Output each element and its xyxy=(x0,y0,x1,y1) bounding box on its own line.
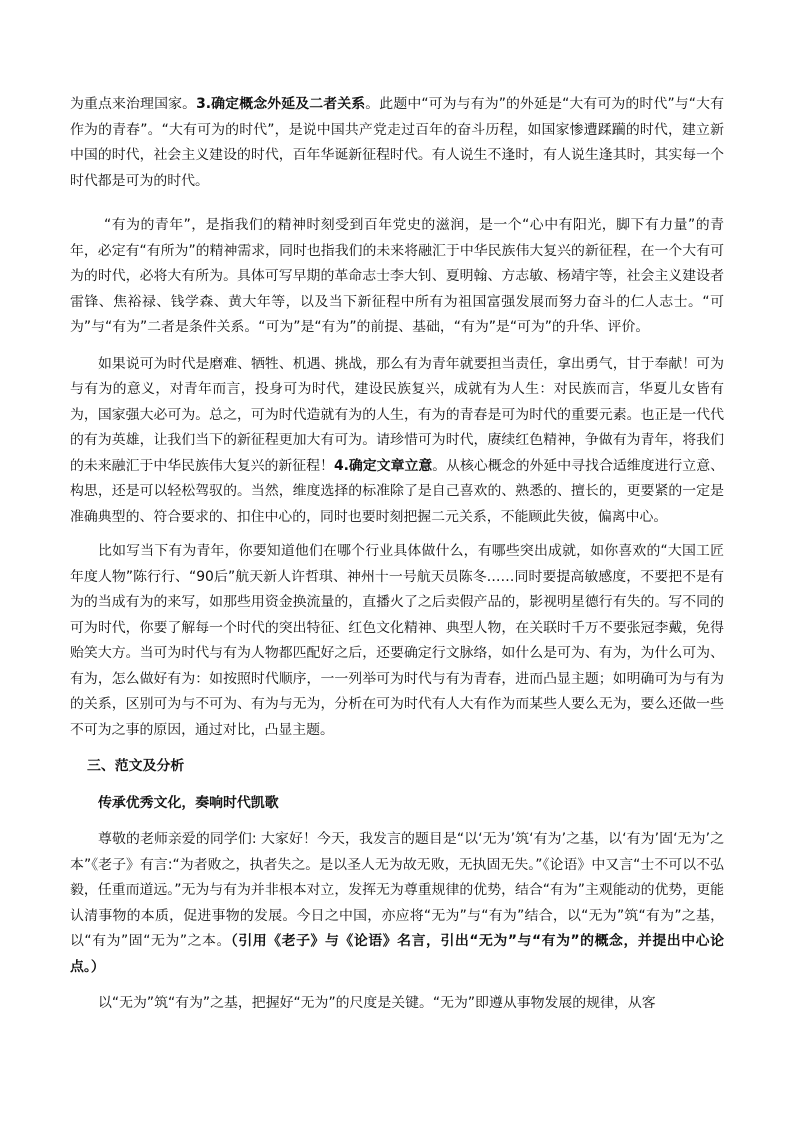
paragraph-essay-body: 以“无为”筑“有为”之基，把握好“无为”的尺度是关键。“无为”即遵从事物发展的规律，从客 xyxy=(98,995,656,1011)
step-3-heading: 3.确定概念外延及二者关系 xyxy=(196,96,366,112)
paragraph-writing-examples: 比如写当下有为青年，你要知道他们在哪个行业具体做什么，有哪些突出成就，如你喜欢的“大国工匠年度人物”陈行行、“90后”航天新人许哲琪、神州十一号航天员陈冬……同时要提高敏感度，不要把不是有为的当成有为的来写，如那些用资金换流量的，直播火了之后卖假产品的，影视明星德行有失的。写不同的可为时代，你要了解每一个时代的突出特征、红色文化精神、典型人物，在关联时千万不要张冠李戴，免得贻笑大方。当可为时代与有为人物都匹配好之后，还要确定行文脉络，如什么是可为、有为，为什么可为、有为，怎么做好有为：如按照时代顺序，一一列举可为时代与有为青春，进而凸显主题；如明确可为与有为的关系，区别可为与不可为、有为与无为，分析在可为时代有人大有作为而某些人要么无为，要么还做一些不可为之事的原因，通过对比，凸显主题。 xyxy=(70,543,724,738)
step-4-heading: 4.确定文章立意 xyxy=(333,457,433,474)
essay-title: 传承优秀文化，奏响时代凯歌 xyxy=(98,794,279,811)
paragraph-youth-definition: “有为的青年”，是指我们的精神时刻受到百年党史的滋润，是一个“心中有阳光，脚下有力量”的青年，必定有“有所为”的精神需求，同时也指我们的未来将融汇于中华民族伟大复兴的新征程，在一个大有可为的时代，必将大有所为。具体可写早期的革命志士李大钊、夏明翰、方志敏、杨靖宇等，社会主义建设者雷锋、焦裕禄、钱学森、黄大年等，以及当下新征程中所有为祖国富强发展而努力奋斗的仁人志士。“可为”与“有为”二者是条件关系。“可为”是“有为”的前提、基础，“有为”是“可为”的升华、评价。 xyxy=(70,217,724,335)
essay-annotation: （引用《老子》与《论语》名言，引出“无为”与“有为”的概念，并提出中心论点。） xyxy=(70,933,724,975)
paragraph-concept-extension: 为重点来治理国家。3.确定概念外延及二者关系。此题中“可为与有为”的外延是“大有可为的时代”与“大有作为的青春”。“大有可为的时代”，是说中国共产党走过百年的奋斗历程，如国家惨遭蹂躏的时代，建立新中国的时代，社会主义建设的时代，百年华诞新征程时代。有人说生不逢时，有人说生逢其时，其实每一个时代都是可为的时代。 xyxy=(70,96,725,189)
paragraph-essay-opening: 尊敬的老师亲爱的同学们: 大家好！今天，我发言的题目是“以‘无为’筑‘有为’之基，以‘有为’固‘无为’之本”《老子》有言:“为者败之，执者失之。是以圣人无为故无败，无执固无失。”《论语》中又言“士不可以不弘毅，任重而道远。”无为与有为并非根本对立，发挥无为尊重规律的优势，结合“有为”主观能动的优势，更能认清事物的本质，促进事物的发展。今日之中国，亦应将“无为”与“有为”结合，以“无为”筑“有为”之基，以“有为”固“无为”之本。（引用《老子》与《论语》名言，引出“无为”与“有为”的概念，并提出中心论点。） xyxy=(70,831,724,975)
document-page xyxy=(70,92,724,1017)
paragraph-era-meaning: 如果说可为时代是磨难、牺牲、机遇、挑战，那么有为青年就要担当责任，拿出勇气，甘于奉献！可为与有为的意义，对青年而言，投身可为时代，建设民族复兴，成就有为人生：对民族而言，华夏儿女皆有为，国家强大必可为。总之，可为时代造就有为的人生，有为的青春是可为时代的重要元素。也正是一代代的有为英雄，让我们当下的新征程更加大有可为。请珍惜可为时代，赓续红色精神，争做有为青年，将我们的未来融汇于中华民族伟大复兴的新征程！4.确定文章立意。从核心概念的外延中寻找合适维度进行立意、构思，还是可以轻松驾驭的。当然，维度选择的标准除了是自己喜欢的、熟悉的、擅长的，更要紧的一定是准确典型的、符合要求的、扣住中心的，同时也要时刻把握二元关系，不能顾此失彼，偏离中心。 xyxy=(70,355,724,525)
section-heading-sample-essay: 三、范文及分析 xyxy=(87,758,185,774)
